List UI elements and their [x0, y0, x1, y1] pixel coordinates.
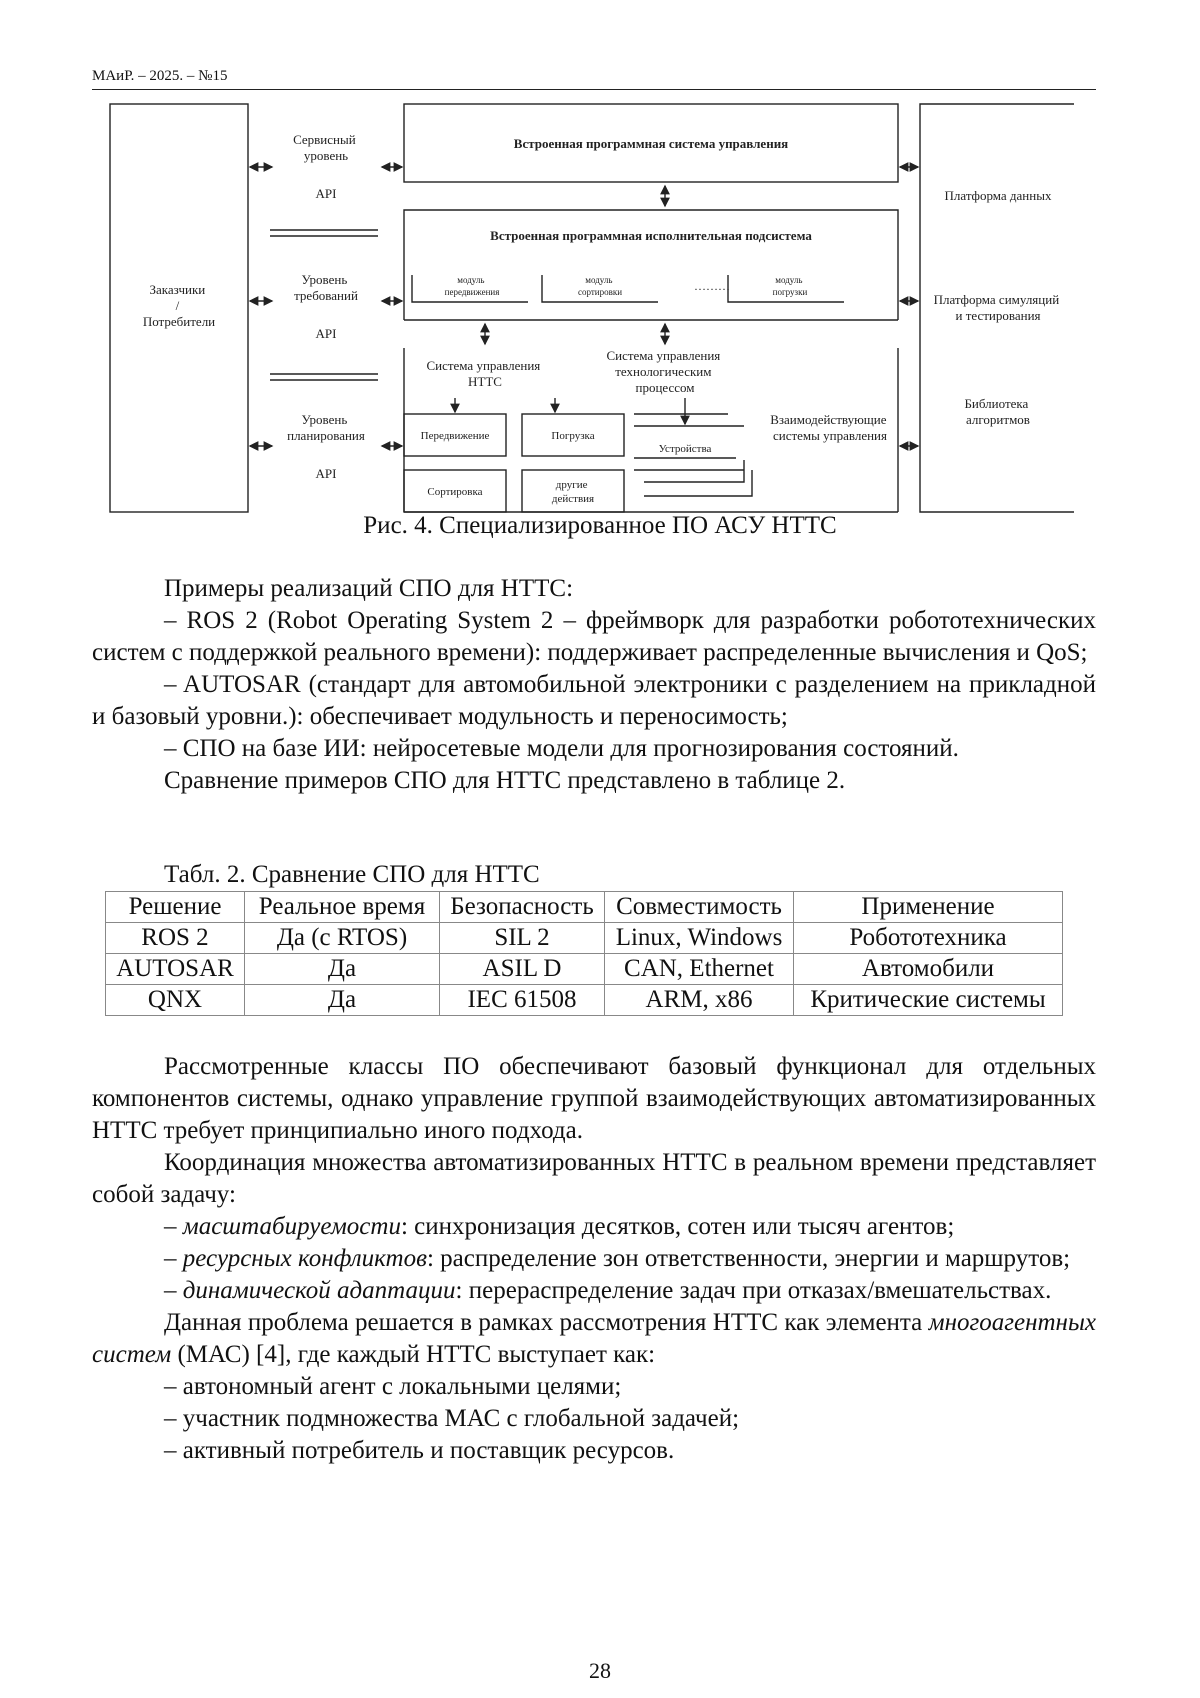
table-cell: ARM, x86: [605, 985, 794, 1016]
sim-platform-label: Платформа симуляций и тестирования: [933, 292, 1060, 323]
table-header-cell: Реальное время: [245, 892, 440, 923]
table-row: [106, 923, 1063, 954]
architecture-diagram: [0, 0, 1200, 520]
module-sort-label: модуль сортировки: [577, 275, 623, 297]
running-header: МАиР. – 2025. – №15: [92, 68, 228, 84]
term-text: : синхронизация десятков, сотен или тысяч агентов;: [400, 1213, 955, 1240]
mas-text-end: (МАС) [4], где каждый НТТС выступает как:: [171, 1341, 656, 1368]
list-item: – ресурсных конфликтов: распределение зон ответственности, энергии и маршрутов;: [164, 1245, 1071, 1272]
devices-label: Устройства: [658, 443, 712, 455]
paragraph: Примеры реализаций СПО для НТТС:: [164, 575, 574, 602]
list-item: – СПО на базе ИИ: нейросетевые модели для прогнозирования состояний.: [164, 735, 959, 762]
planning-level-label: Уровень планирования: [287, 412, 365, 443]
table-cell: Да: [245, 985, 440, 1016]
term: масштабируемости: [182, 1213, 401, 1240]
mas-text-start: Данная проблема решается в рамках рассмотрения НТТС как элемента: [164, 1309, 929, 1336]
table-cell: AUTOSAR: [106, 954, 245, 985]
requirements-level-label: Уровень требований: [294, 272, 358, 303]
table-header-cell: Применение: [794, 892, 1063, 923]
customers-label: Заказчики / Потребители: [142, 282, 216, 329]
comparison-table: [105, 891, 1063, 1016]
term-text: : перераспределение задач при отказах/вмешательствах.: [455, 1277, 1052, 1304]
term: многоагентных систем: [92, 1309, 1096, 1368]
term: ресурсных конфликтов: [182, 1245, 427, 1272]
table-cell: Linux, Windows: [605, 923, 794, 954]
table-cell: Робототехника: [794, 923, 1063, 954]
list-item: – автономный агент с локальными целями;: [164, 1373, 622, 1400]
api-label-1: API: [315, 186, 337, 201]
paragraph: Сравнение примеров СПО для НТТС представлено в таблице 2.: [164, 767, 846, 794]
table-header-cell: Безопасность: [440, 892, 605, 923]
movement-label: Передвижение: [420, 430, 490, 442]
text-block-top: [92, 573, 1096, 797]
api-label-2: API: [315, 326, 337, 341]
list-item: – ROS 2 (Robot Operating System 2 – фреймворк для разработки робототехнических систем с поддержкой реального времени): поддерживает распределенные вычисления и QoS;: [92, 607, 1096, 666]
service-level-label: Сервисный уровень: [293, 132, 356, 163]
api-label-3: API: [315, 466, 337, 481]
page-number: 28: [589, 1658, 611, 1683]
text-block-bottom: [92, 1051, 1096, 1467]
table-header-row: [106, 892, 1063, 923]
table-cell: QNX: [106, 985, 245, 1016]
table-cell: Критические системы: [794, 985, 1063, 1016]
other-actions-label: другие действия: [551, 479, 595, 505]
table-cell: IEC 61508: [440, 985, 605, 1016]
table-header-cell: Совместимость: [605, 892, 794, 923]
table-row: [106, 985, 1063, 1016]
algo-library-label: Библиотека алгоритмов: [964, 396, 1030, 427]
term: динамической адаптации: [182, 1277, 456, 1304]
list-item: – масштабируемости: синхронизация десятков, сотен или тысяч агентов;: [164, 1213, 955, 1240]
other-actions-box: [522, 470, 624, 512]
table-cell: Да (с RTOS): [245, 923, 440, 954]
table-cell: ROS 2: [106, 923, 245, 954]
term-text: : распределение зон ответственности, энергии и маршрутов;: [426, 1245, 1071, 1272]
paragraph: Координация множества автоматизированных НТТС в реальном времени представляет собой задачу:: [92, 1149, 1096, 1208]
list-item: – участник подмножества МАС с глобальной задачей;: [164, 1405, 740, 1432]
table-cell: CAN, Ethernet: [605, 954, 794, 985]
list-item: – динамической адаптации: перераспределение задач при отказах/вмешательствах.: [164, 1277, 1052, 1304]
paragraph: [92, 1307, 1096, 1371]
table-header-cell: Решение: [106, 892, 245, 923]
module-load-label: модуль погрузки: [772, 275, 808, 297]
dots-label: ………: [694, 279, 730, 293]
nttc-control-label: Система управления НТТС: [426, 358, 541, 389]
process-control-label: Система управления технологическим процессом: [606, 348, 721, 395]
paragraph: Рассмотренные классы ПО обеспечивают базовый функционал для отдельных компонентов системы, однако управление группой взаимодействующих автоматизированных НТТС требует принципиально иного подхода.: [92, 1053, 1096, 1144]
list-item: – AUTOSAR (стандарт для автомобильной электроники с разделением на прикладной и базовый уровни.): обеспечивает модульность и переносимость;: [92, 671, 1096, 730]
table-cell: SIL 2: [440, 923, 605, 954]
figure-caption: Рис. 4. Специализированное ПО АСУ НТТС: [363, 512, 837, 539]
table-row: [106, 954, 1063, 985]
loading-label: Погрузка: [551, 430, 595, 442]
table-cell: Автомобили: [794, 954, 1063, 985]
embedded-exec-label: Встроенная программная исполнительная подсистема: [490, 228, 812, 243]
interacting-label: Взаимодействующие системы управления: [770, 412, 888, 443]
sorting-label: Сортировка: [427, 486, 483, 498]
table-cell: ASIL D: [440, 954, 605, 985]
embedded-exec-box: [404, 210, 898, 320]
data-platform-label: Платформа данных: [944, 188, 1052, 203]
table-title: Табл. 2. Сравнение СПО для НТТС: [164, 861, 540, 888]
table-cell: Да: [245, 954, 440, 985]
module-move-label: модуль передвижения: [444, 275, 500, 297]
embedded-control-label: Встроенная программная система управления: [513, 136, 789, 151]
list-item: – активный потребитель и поставщик ресурсов.: [164, 1437, 675, 1464]
